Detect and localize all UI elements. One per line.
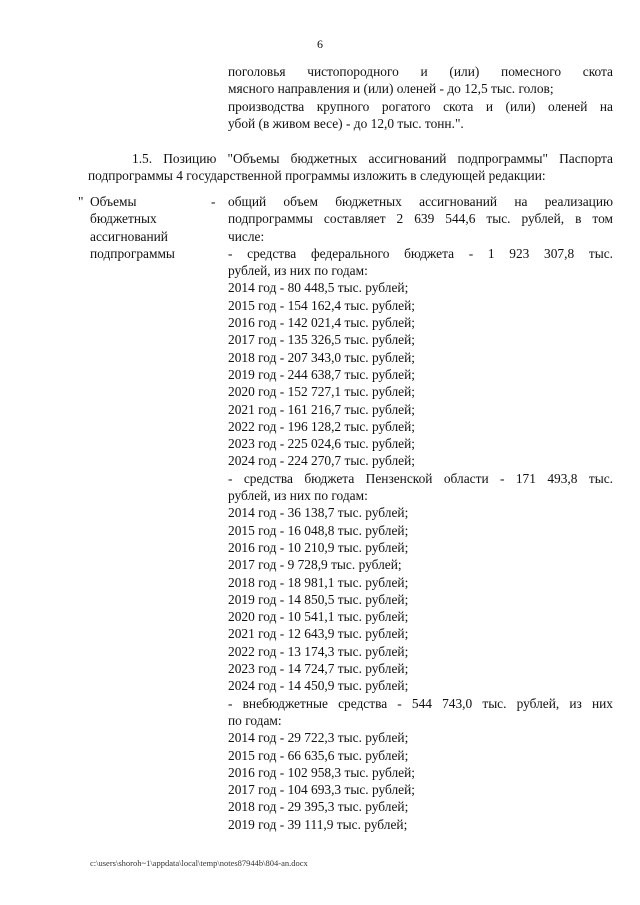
regional-year-item: 2016 год - 10 210,9 тыс. рублей; <box>228 539 409 555</box>
regional-year-item: 2015 год - 16 048,8 тыс. рублей; <box>228 522 409 538</box>
intro-line: мясного направления и (или) оленей - до 12,5 тыс. голов; <box>228 81 554 97</box>
federal-year-item: 2024 год - 224 270,7 тыс. рублей; <box>228 453 415 469</box>
regional-heading: - средства бюджета Пензенской области - 171 493,8 тыс. <box>228 470 613 486</box>
regional-year-item: 2022 год - 13 174,3 тыс. рублей; <box>228 643 409 659</box>
federal-year-item: 2023 год - 225 024,6 тыс. рублей; <box>228 436 415 452</box>
federal-year-item: 2016 год - 142 021,4 тыс. рублей; <box>228 315 415 331</box>
position-content <box>228 193 613 833</box>
position-label <box>90 193 200 262</box>
label-line: подпрограммы <box>90 245 175 261</box>
total-line: общий объем бюджетных ассигнований на реализацию <box>228 194 613 209</box>
federal-year-item: 2014 год - 80 448,5 тыс. рублей; <box>228 280 409 296</box>
total-line: числе: <box>228 228 265 244</box>
extrabudget-year-item: 2017 год - 104 693,3 тыс. рублей; <box>228 782 415 798</box>
regional-year-item: 2017 год - 9 728,9 тыс. рублей; <box>228 557 402 573</box>
footer-file-path: c:\users\shoroh~1\appdata\local\temp\notes87944b\804-an.docx <box>90 858 308 868</box>
federal-year-item: 2021 год - 161 216,7 тыс. рублей; <box>228 401 415 417</box>
opening-quote: " <box>78 194 84 209</box>
federal-year-item: 2022 год - 196 128,2 тыс. рублей; <box>228 418 415 434</box>
intro-paragraph <box>228 63 613 132</box>
extrabudget-year-item: 2014 год - 29 722,3 тыс. рублей; <box>228 730 409 746</box>
regional-year-item: 2018 год - 18 981,1 тыс. рублей; <box>228 574 409 590</box>
section-line: подпрограммы 4 государственной программы изложить в следующей редакции: <box>88 168 546 184</box>
section-line: 1.5. Позицию "Объемы бюджетных ассигнований подпрограммы" Паспорта <box>132 151 613 166</box>
regional-years-list <box>228 504 613 694</box>
regional-year-item: 2024 год - 14 450,9 тыс. рублей; <box>228 678 409 694</box>
section-1-5-paragraph <box>88 150 613 185</box>
federal-year-item: 2017 год - 135 326,5 тыс. рублей; <box>228 332 415 348</box>
federal-heading: - средства федерального бюджета - 1 923 307,8 тыс. <box>228 245 613 261</box>
federal-heading: рублей, из них по годам: <box>228 263 368 279</box>
label-dash: - <box>211 194 216 209</box>
federal-years-list <box>228 279 613 469</box>
extrabudget-heading: - внебюджетные средства - 544 743,0 тыс. рублей, из них <box>228 695 613 711</box>
intro-line: убой (в живом весе) - до 12,0 тыс. тонн.". <box>228 115 464 131</box>
federal-year-item: 2020 год - 152 727,1 тыс. рублей; <box>228 384 415 400</box>
extrabudget-year-item: 2015 год - 66 635,6 тыс. рублей; <box>228 747 409 763</box>
regional-heading: рублей, из них по годам: <box>228 488 368 504</box>
regional-year-item: 2021 год - 12 643,9 тыс. рублей; <box>228 626 409 642</box>
extrabudget-year-item: 2019 год - 39 111,9 тыс. рублей; <box>228 816 408 832</box>
regional-year-item: 2023 год - 14 724,7 тыс. рублей; <box>228 661 409 677</box>
federal-year-item: 2018 год - 207 343,0 тыс. рублей; <box>228 349 415 365</box>
federal-year-item: 2019 год - 244 638,7 тыс. рублей; <box>228 366 415 382</box>
label-line: ассигнований <box>90 228 168 244</box>
extrabudget-year-item: 2016 год - 102 958,3 тыс. рублей; <box>228 764 415 780</box>
label-line: Объемы <box>90 194 137 209</box>
total-line: подпрограммы составляет 2 639 544,6 тыс. рублей, в том <box>228 211 613 227</box>
extrabudget-years-list <box>228 729 613 833</box>
federal-year-item: 2015 год - 154 162,4 тыс. рублей; <box>228 297 415 313</box>
extrabudget-year-item: 2018 год - 29 395,3 тыс. рублей; <box>228 799 409 815</box>
intro-line: поголовья чистопородного и (или) помесного скота <box>228 64 613 79</box>
intro-line: производства крупного рогатого скота и (или) оленей на <box>228 98 613 114</box>
extrabudget-heading: по годам: <box>228 712 282 728</box>
regional-year-item: 2019 год - 14 850,5 тыс. рублей; <box>228 591 409 607</box>
page-number: 6 <box>317 37 323 51</box>
regional-year-item: 2020 год - 10 541,1 тыс. рублей; <box>228 609 409 625</box>
label-line: бюджетных <box>90 211 157 227</box>
regional-year-item: 2014 год - 36 138,7 тыс. рублей; <box>228 505 409 521</box>
